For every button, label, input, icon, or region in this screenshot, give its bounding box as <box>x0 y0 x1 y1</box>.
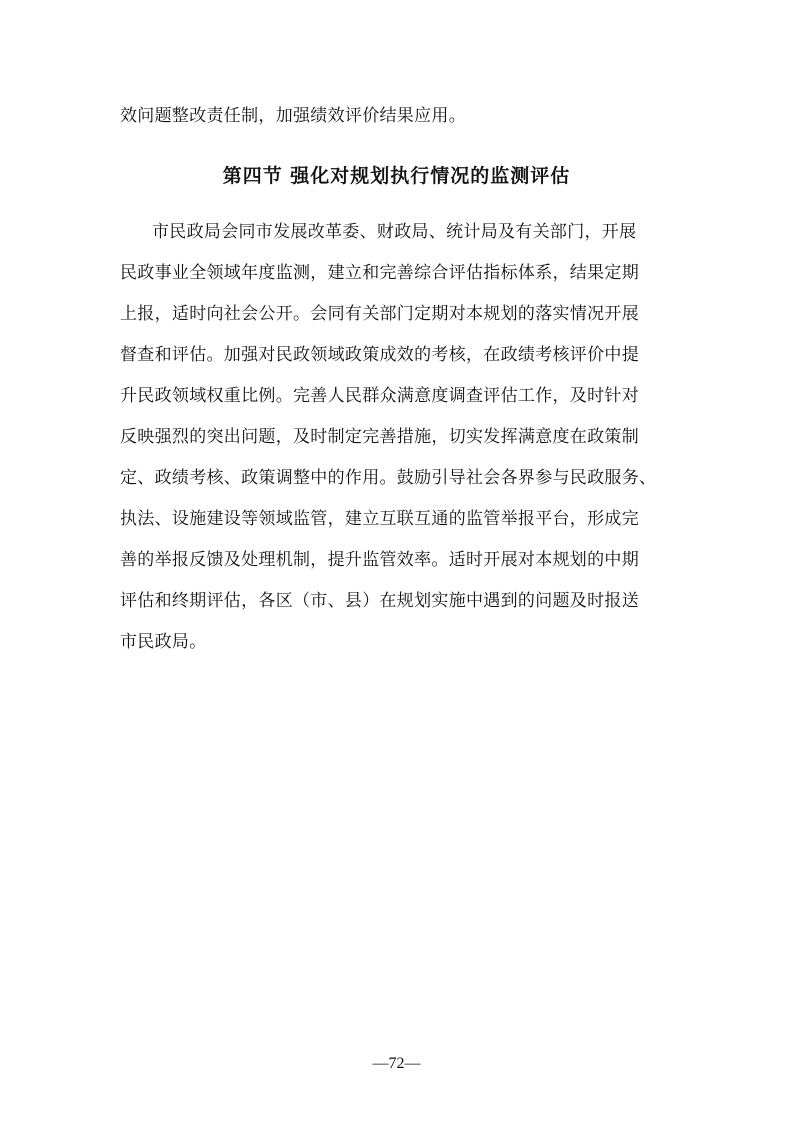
paragraph-line-9: 善的举报反馈及处理机制，提升监管效率。适时开展对本规划的中期 <box>120 550 639 570</box>
paragraph-line-10: 评估和终期评估，各区（市、县）在规划实施中遇到的问题及时报送 <box>120 591 639 611</box>
paragraph-line-5: 升民政领域权重比例。完善人民群众满意度调查评估工作，及时针对 <box>120 386 639 406</box>
paragraph-line-4: 督查和评估。加强对民政领域政策成效的考核，在政绩考核评价中提 <box>120 345 639 365</box>
intro-text-line: 效问题整改责任制，加强绩效评价结果应用。 <box>120 106 466 126</box>
paragraph-line-11: 市民政局。 <box>120 632 207 652</box>
page-number: —72— <box>372 1055 421 1072</box>
paragraph-line-3: 上报，适时向社会公开。会同有关部门定期对本规划的落实情况开展 <box>120 304 639 324</box>
paragraph-line-7: 定、政绩考核、政策调整中的作用。鼓励引导社会各界参与民政服务、 <box>120 468 657 488</box>
paragraph-line-6: 反映强烈的突出问题，及时制定完善措施，切实发挥满意度在政策制 <box>120 427 639 447</box>
paragraph-line-2: 民政事业全领域年度监测，建立和完善综合评估指标体系，结果定期 <box>120 263 639 283</box>
paragraph-line-8: 执法、设施建设等领域监管，建立互联互通的监管举报平台，形成完 <box>120 509 639 529</box>
section-title: 第四节 强化对规划执行情况的监测评估 <box>222 165 571 187</box>
paragraph-line-1: 市民政局会同市发展改革委、财政局、统计局及有关部门，开展 <box>152 222 637 242</box>
